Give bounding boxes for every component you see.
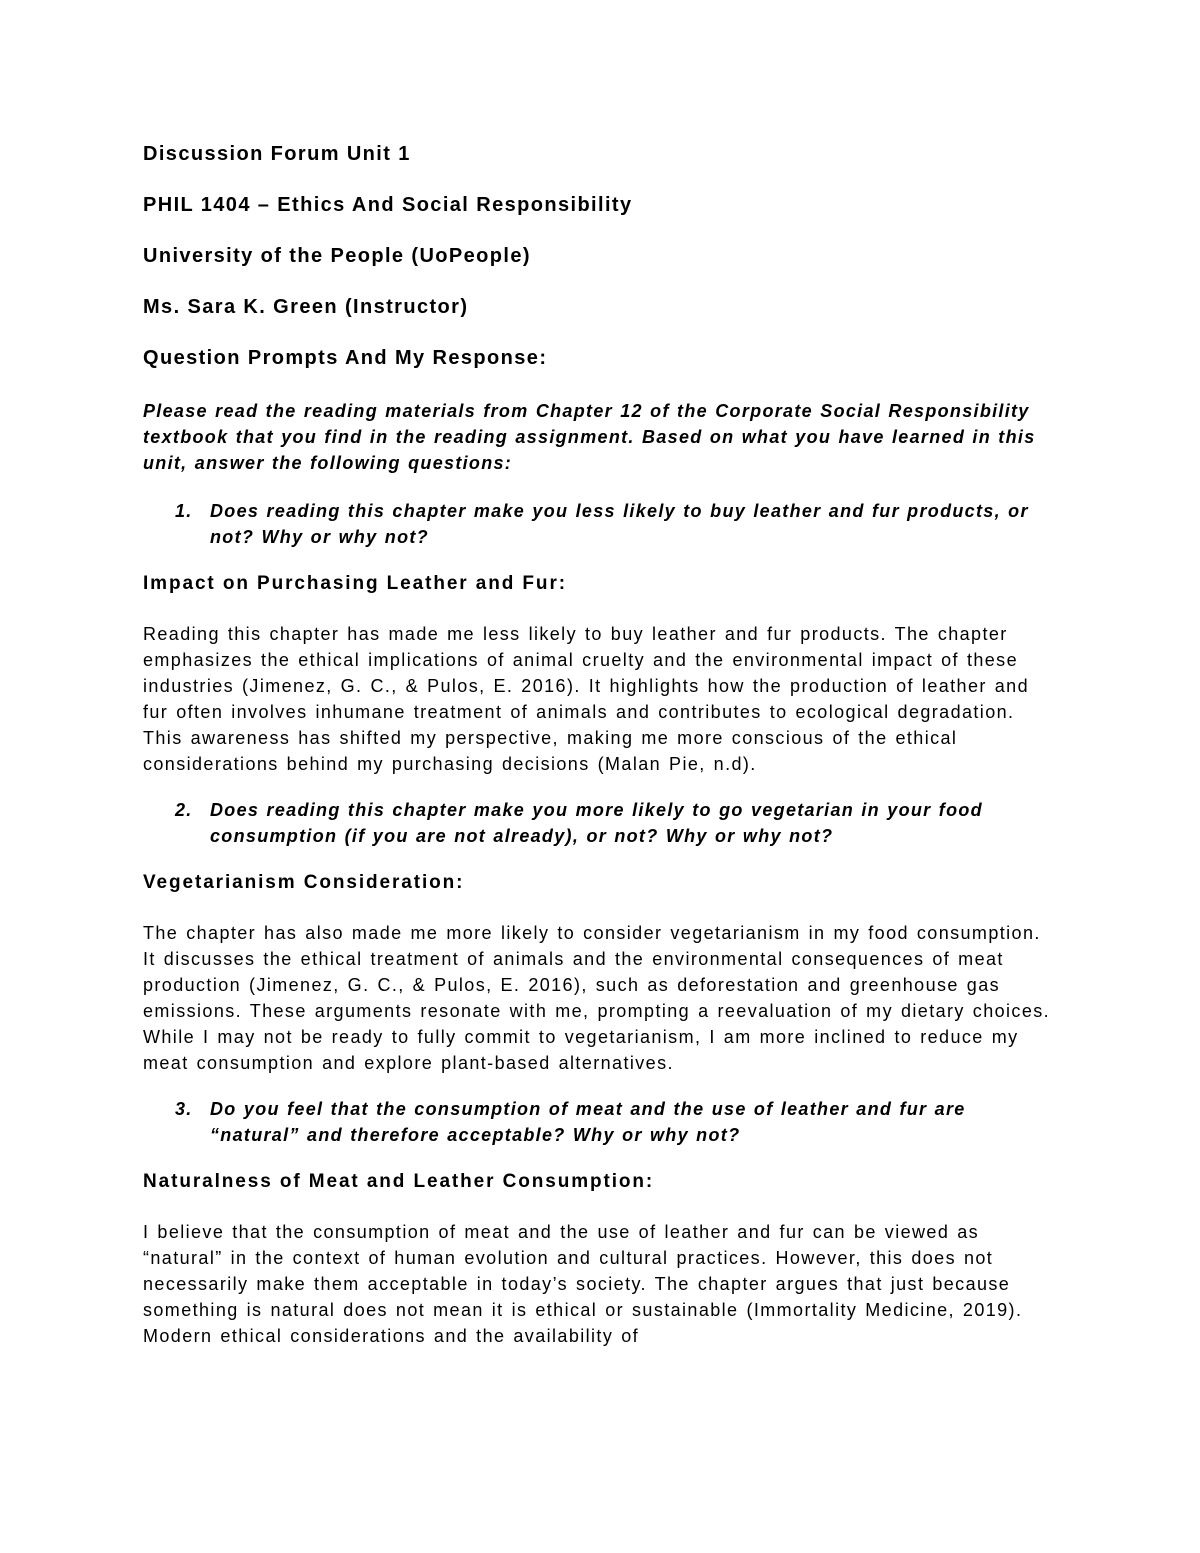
intro-paragraph: Please read the reading materials from Chapter 12 of the Corporate Social Responsibility textbook that you find in the reading assignment. Based on what you have learned in this unit, answer the following questions: [143, 401, 1036, 473]
answer-paragraph-3: I believe that the consumption of meat and the use of leather and fur can be viewed as “natural” in the context of human evolution and cultural practices. However, this does not necessarily make them acceptable in today’s society. The chapter argues that just because something is natural does not mean it is ethical or sustainable (Immortality Medicine, 2019). Modern ethical considerations and the availability of [143, 1222, 1023, 1346]
question-text: Do you feel that the consumption of meat and the use of leather and fur are “natural” and therefore acceptable? Why or why not? [210, 1099, 966, 1145]
section-heading-2: Vegetarianism Consideration: [143, 872, 465, 893]
section-heading-3: Naturalness of Meat and Leather Consumption: [143, 1171, 655, 1192]
answer-paragraph-1: Reading this chapter has made me less likely to buy leather and fur products. The chapter emphasizes the ethical implications of animal cruelty and the environmental impact of these industries (Jimenez, G. C., & Pulos, E. 2016). It highlights how the production of leather and fur often involves inhumane treatment of animals and contributes to ecological degradation. This awareness has shifted my perspective, making me more conscious of the ethical considerations behind my purchasing decisions (Malan Pie, n.d). [143, 624, 1029, 774]
question-text: Does reading this chapter make you more likely to go vegetarian in your food consumption (if you are not already), or not? Why or why not? [210, 800, 983, 846]
question-text: Does reading this chapter make you less likely to buy leather and fur products, or not? Why or why not? [210, 501, 1029, 547]
question-item-3 [143, 1096, 1058, 1148]
question-item-1 [143, 498, 1058, 550]
question-number: 3. [175, 1099, 193, 1119]
answer-paragraph-2: The chapter has also made me more likely to consider vegetarianism in my food consumption. It discusses the ethical treatment of animals and the environmental consequences of meat production (Jimenez, G. C., & Pulos, E. 2016), such as deforestation and greenhouse gas emissions. These arguments resonate with me, prompting a reevaluation of my dietary choices. While I may not be ready to fully commit to vegetarianism, I am more inclined to reduce my meat consumption and explore plant-based alternatives. [143, 923, 1051, 1073]
question-number: 1. [175, 501, 193, 521]
doc-title: Discussion Forum Unit 1 [143, 143, 411, 165]
section-heading-1: Impact on Purchasing Leather and Fur: [143, 573, 567, 594]
course-title: PHIL 1404 – Ethics And Social Responsibility [143, 194, 633, 216]
question-item-2 [143, 797, 1058, 849]
instructor-name: Ms. Sara K. Green (Instructor) [143, 296, 469, 318]
university-name: University of the People (UoPeople) [143, 245, 531, 267]
prompts-heading: Question Prompts And My Response: [143, 347, 548, 369]
question-number: 2. [175, 800, 193, 820]
